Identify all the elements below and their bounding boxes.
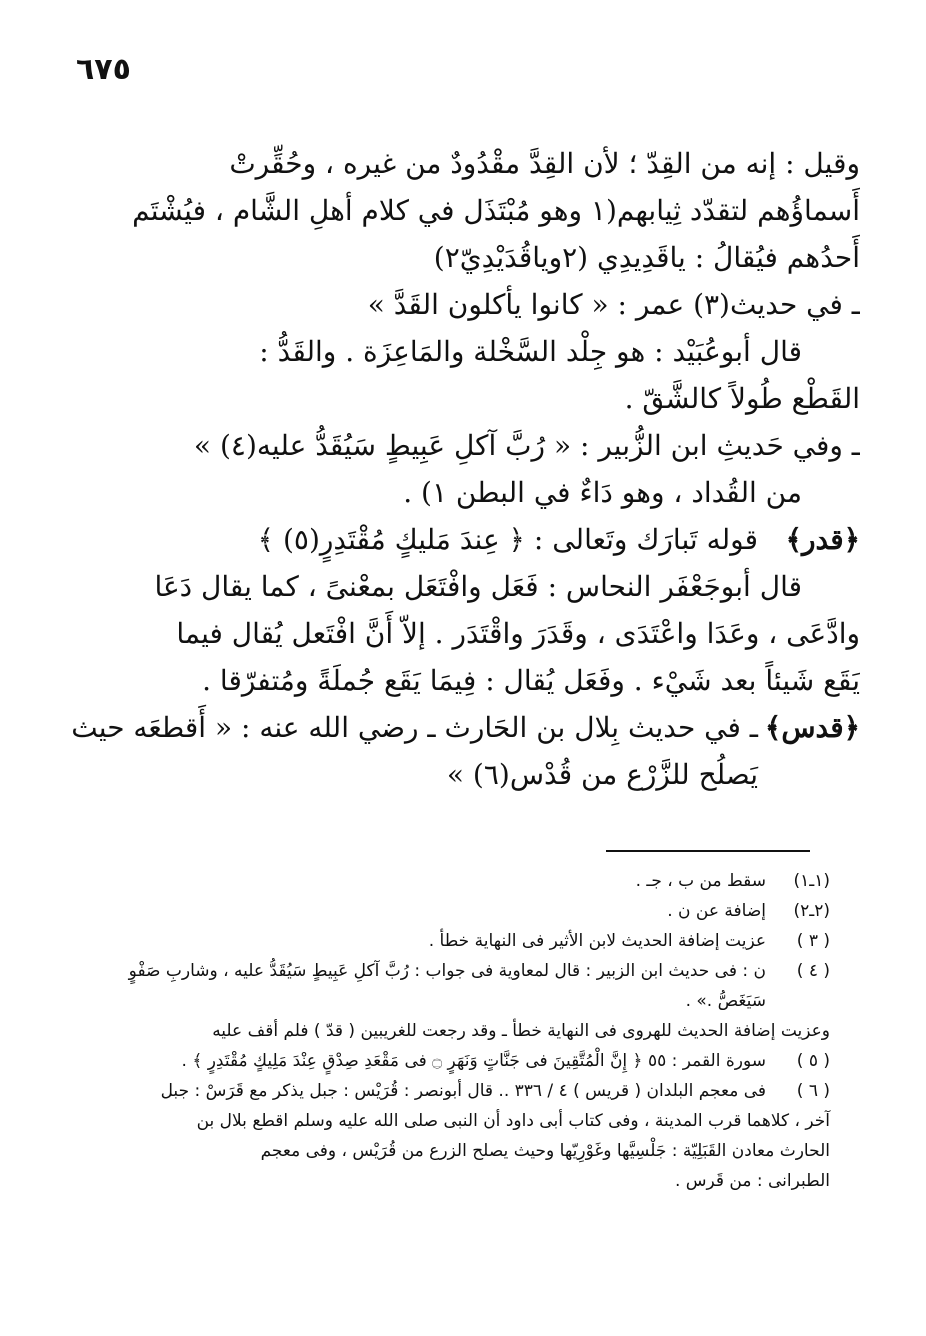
- page-number: ٦٧٥: [76, 52, 131, 87]
- footnote-text: إضافة عن ن .: [667, 901, 766, 921]
- section-heading-qadar: ﴿قدر﴾: [785, 523, 860, 556]
- footnotes: [60, 866, 830, 1196]
- text-line: ـ وفي حَديثِ ابن الزُّبير : « رُبَّ آكلِ عَبِيطٍ سَيُقَدُّ عليه(٤) »: [193, 429, 860, 462]
- footnote-number: (١ـ١): [793, 871, 830, 891]
- footnote-text: آخر ، كلاهما قرب المدينة ، وفى كتاب أبى داود أن النبى صلى الله عليه وسلم اقطع بلال بن: [196, 1111, 830, 1131]
- text-line: ـ في حديث(٣) عمر : « كانوا يأكلون القَدَّ »: [367, 288, 860, 321]
- text-line: يَصلُح للزَّرْع من قُدْس(٦) »: [446, 758, 758, 791]
- section-heading-quds: ﴿قدس﴾: [764, 711, 860, 744]
- footnote-text: سورة القمر : ٥٥ ﴿ إِنَّ الْمُتَّقِينَ فى جَنَّاتٍ وَنَهَرٍ ۝ فى مَقْعَدِ صِدْقٍ عِنْدَ مَلِيكٍ مُقْتَدِرٍ ﴾ .: [181, 1051, 766, 1071]
- footnote: [60, 956, 830, 1016]
- text-line: ـ في حديث بِلال بن الحَارث ـ رضي الله عنه : « أَقطعَه حيث: [71, 711, 758, 744]
- section-entry-quds: [70, 704, 860, 751]
- text-line: وقيل : إنه من القِدّ ؛ لأن القِدَّ مقْدُودٌ من غيره ، وحُقِّرتْ: [229, 147, 860, 180]
- text-line: قال أبوجَعْفَر النحاس : فَعَل وافْتَعَل بمعْنىً ، كما يقال دَعَا: [154, 570, 802, 603]
- text-line: أَحدُهم فيُقالُ : ياقَدِيدِي (٢وياقُدَيْدِيّ٢): [433, 241, 860, 274]
- text-line: قال أبوعُبَيْد : هو جِلْد السَّخْلة والمَاعِزَة . والقَدُّ :: [259, 335, 802, 368]
- footnote-number: (٢ـ٢): [793, 901, 830, 921]
- footnote-number: ( ٣ ): [796, 931, 830, 951]
- text-line: وادَّعَى ، وعَدَا واعْتَدَى ، وقَدَرَ واقْتَدَر . إلاّ أَنَّ افْتَعل يُقال فيما: [176, 617, 860, 650]
- section-entry-qadar: [70, 516, 860, 563]
- footnote-text: ن : فى حديث ابن الزبير : قال لمعاوية فى جواب : رُبَّ آكلِ عَبِيطٍ سَيُقَدُّ عليه ، وشاربِ صَفْوٍ: [128, 961, 766, 981]
- text-line: يَقَع شَيئاً بعد شَيْء . وفَعَل يُقال : فِيمَا يَقَع جُملَةً ومُتفرّقا .: [202, 664, 860, 697]
- main-text: [70, 140, 860, 798]
- footnote: [60, 896, 830, 926]
- footnote-number: ( ٥ ): [796, 1051, 830, 1071]
- text-line: من القُداد ، وهو دَاءٌ في البطن ١) .: [403, 476, 802, 509]
- footnote-text: سَيَغَصُّ .» .: [685, 991, 766, 1011]
- footnote-note: [60, 1016, 830, 1046]
- footnote: [60, 866, 830, 896]
- footnote: [60, 926, 830, 956]
- footnote-separator: [606, 850, 810, 852]
- footnote: [60, 1076, 830, 1106]
- footnote-text: سقط من ب ، جـ .: [635, 871, 766, 891]
- footnote-number: ( ٤ ): [796, 961, 830, 981]
- footnote-number: ( ٦ ): [796, 1081, 830, 1101]
- footnote-text: الحارث معادن القَبَلِيّة : جَلْسِيَّها وغَوْرِيّها وحيث يصلح الزرع من قُرَيْس ، وفى معجم: [260, 1141, 830, 1161]
- text-line: قوله تَبارَك وتَعالى : ﴿ عِندَ مَليكٍ مُقْتَدِرٍ(٥) ﴾: [257, 523, 758, 556]
- footnote-text: وعزيت إضافة الحديث للهروى فى النهاية خطأ ـ وقد رجعت للغريبين ( قدّ ) فلم أقف عليه: [212, 1021, 830, 1041]
- footnote: [60, 1046, 830, 1076]
- footnote-text: الطبرانى : من قَرس .: [674, 1171, 830, 1191]
- footnote-continuation: [60, 1106, 830, 1196]
- footnote-text: عزيت إضافة الحديث لابن الأثير فى النهاية خطأ .: [428, 931, 766, 951]
- text-line: أَسماؤُهم لتقدّد ثِيابهم(١ وهو مُبْتَذَل في كلام أهلِ الشَّام ، فيُشْتَم: [132, 194, 860, 227]
- footnote-text: فى معجم البلدان ( قريس ) ٤ / ٣٣٦ .. قال أبونصر : قُرَيْس : جبل يذكر مع قَرَسْ : جبل: [160, 1081, 766, 1101]
- text-line: القَطْع طُولاً كالشَّقّ .: [624, 382, 860, 415]
